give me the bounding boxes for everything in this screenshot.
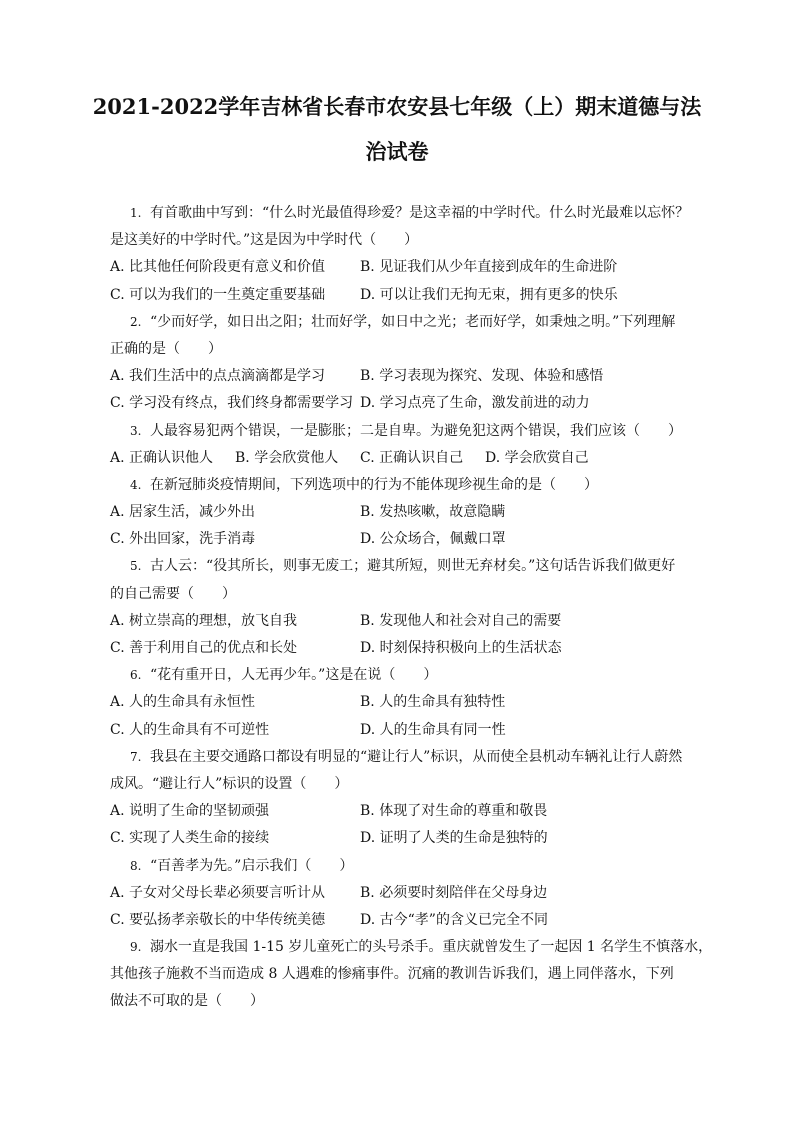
question-6-options-row-1 — [110, 689, 690, 716]
option-a: A. 树立崇高的理想，放飞自我 — [110, 612, 298, 629]
question-5-stem-line-2: 的自己需要（ ） — [110, 585, 236, 602]
option-d: D. 学习点亮了生命，激发前进的动力 — [360, 395, 590, 412]
question-8-options-row-2 — [110, 907, 690, 934]
option-c: C. 正确认识自己 — [360, 449, 464, 466]
question-number: 9. — [130, 940, 142, 955]
question-number: 6. — [130, 668, 142, 683]
question-stem-text: “少而好学，如日出之阳；壮而好学，如日中之光；老而好学，如秉烛之明。”下列理解 — [150, 313, 676, 330]
question-5-options-row-2 — [110, 635, 690, 662]
question-1-stem-line-2: 是这美好的中学时代。”这是因为中学时代（ ） — [110, 232, 419, 249]
option-b: B. 学会欣赏他人 — [235, 449, 339, 466]
option-b: B. 发热咳嗽，故意隐瞒 — [360, 504, 506, 521]
question-number: 2. — [130, 314, 142, 329]
question-7-stem-line-1 — [130, 744, 690, 771]
option-b: B. 见证我们从少年直接到成年的生命进阶 — [360, 259, 618, 276]
option-a: A. 正确认识他人 — [110, 449, 214, 466]
question-stem-text: 古人云：“役其所长，则事无废工；避其所短，则世无弃材矣。”这句话告诉我们做更好 — [150, 558, 676, 575]
question-stem-text: 溺水一直是我国 1-15 岁儿童死亡的头号杀手。重庆就曾发生了一起因 1 名学生不慎落水， — [150, 939, 713, 956]
option-d: D. 时刻保持积极向上的生活状态 — [360, 640, 562, 656]
option-d: D. 可以让我们无拘无束，拥有更多的快乐 — [360, 286, 618, 303]
option-b: B. 体现了对生命的尊重和敬畏 — [360, 803, 548, 820]
question-3-options-row — [110, 445, 690, 472]
question-8-options-row-1 — [110, 880, 690, 907]
question-8-stem-line-1 — [130, 853, 690, 880]
option-b: B. 必须要时刻陪伴在父母身边 — [360, 884, 548, 901]
question-5-stem-line-1 — [130, 553, 690, 580]
question-number: 4. — [130, 477, 142, 492]
option-d: D. 证明了人类的生命是独特的 — [360, 830, 548, 847]
question-stem-text: 在新冠肺炎疫情期间，下列选项中的行为不能体现珍视生命的是（ ） — [150, 476, 598, 493]
question-1-options-row-2 — [110, 282, 690, 309]
option-c: C. 可以为我们的一生奠定重要基础 — [110, 286, 326, 303]
question-1-stem-line-1 — [130, 200, 690, 227]
question-stem-text: “花有重开日，人无再少年。”这是在说（ ） — [150, 667, 438, 684]
question-9-stem-line-1 — [130, 934, 713, 961]
option-a: A. 子女对父母长辈必须要言听计从 — [110, 884, 326, 901]
question-2-stem-line-1 — [130, 309, 690, 336]
option-c: C. 人的生命具有不可逆性 — [110, 721, 270, 738]
question-9-stem-line-3: 做法不可取的是（ ） — [110, 993, 264, 1010]
option-a: A. 比其他任何阶段更有意义和价值 — [110, 259, 326, 276]
option-c: C. 实现了人类生命的接续 — [110, 830, 270, 847]
question-4-options-row-2 — [110, 526, 690, 553]
question-stem-text: 人最容易犯两个错误，一是膨胀；二是自卑。为避免犯这两个错误，我们应该（ ） — [150, 422, 682, 439]
option-a: A. 我们生活中的点点滴滴都是学习 — [110, 368, 326, 385]
question-7-options-row-1 — [110, 798, 690, 825]
option-b: B. 人的生命具有独特性 — [360, 694, 506, 711]
question-6-stem-line-1 — [130, 662, 690, 689]
question-7-stem-line-2: 成风。“避让行人”标识的设置（ ） — [110, 775, 349, 792]
option-c: C. 学习没有终点，我们终身都需要学习 — [110, 395, 354, 412]
option-d: D. 公众场合，佩戴口罩 — [360, 531, 506, 548]
option-c: C. 外出回家，洗手消毒 — [110, 531, 256, 548]
option-c: C. 要弘扬孝亲敬长的中华传统美德 — [110, 911, 326, 928]
question-number: 5. — [130, 559, 142, 574]
option-c: C. 善于利用自己的优点和长处 — [110, 640, 298, 656]
question-2-options-row-1 — [110, 363, 690, 390]
question-4-stem-line-1 — [130, 472, 690, 499]
question-number: 1. — [130, 206, 142, 220]
option-a: A. 说明了生命的坚韧顽强 — [110, 803, 270, 820]
option-a: A. 人的生命具有永恒性 — [110, 694, 256, 711]
exam-title-line-1: 2021-2022学年吉林省长春市农安县七年级（上）期末道德与法 — [92, 94, 702, 119]
question-9-stem-line-2: 其他孩子施救不当而造成 8 人遇难的惨痛事件。沉痛的教训告诉我们，遇上同伴落水，下列 — [110, 966, 674, 983]
question-number: 8. — [130, 858, 142, 873]
question-number: 7. — [130, 749, 142, 764]
option-b: B. 学习表现为探究、发现、体验和感悟 — [360, 368, 604, 385]
question-5-options-row-1 — [110, 608, 690, 635]
option-d: D. 人的生命具有同一性 — [360, 721, 506, 738]
exam-title-line-2: 治试卷 — [365, 139, 429, 164]
option-b: B. 发现他人和社会对自己的需要 — [360, 612, 562, 629]
question-2-stem-line-2: 正确的是（ ） — [110, 340, 222, 357]
question-4-options-row-1 — [110, 499, 690, 526]
question-6-options-row-2 — [110, 717, 690, 744]
question-7-options-row-2 — [110, 825, 690, 852]
question-2-options-row-2 — [110, 390, 690, 417]
question-3-stem-line-1 — [130, 418, 690, 445]
question-list — [110, 200, 713, 1016]
question-1-options-row-1 — [110, 254, 690, 281]
question-stem-text: 有首歌曲中写到：“什么时光最值得珍爱？是这幸福的中学时代。什么时光最难以忘怀？ — [150, 205, 690, 221]
option-a: A. 居家生活，减少外出 — [110, 504, 256, 521]
question-number: 3. — [130, 423, 142, 438]
option-d: D. 古今“孝”的含义已完全不同 — [360, 911, 548, 928]
question-stem-text: 我县在主要交通路口都设有明显的“避让行人”标识，从而使全县机动车辆礼让行人蔚然 — [150, 748, 683, 765]
option-d: D. 学会欣赏自己 — [485, 449, 589, 466]
question-stem-text: “百善孝为先。”启示我们（ ） — [150, 857, 354, 874]
